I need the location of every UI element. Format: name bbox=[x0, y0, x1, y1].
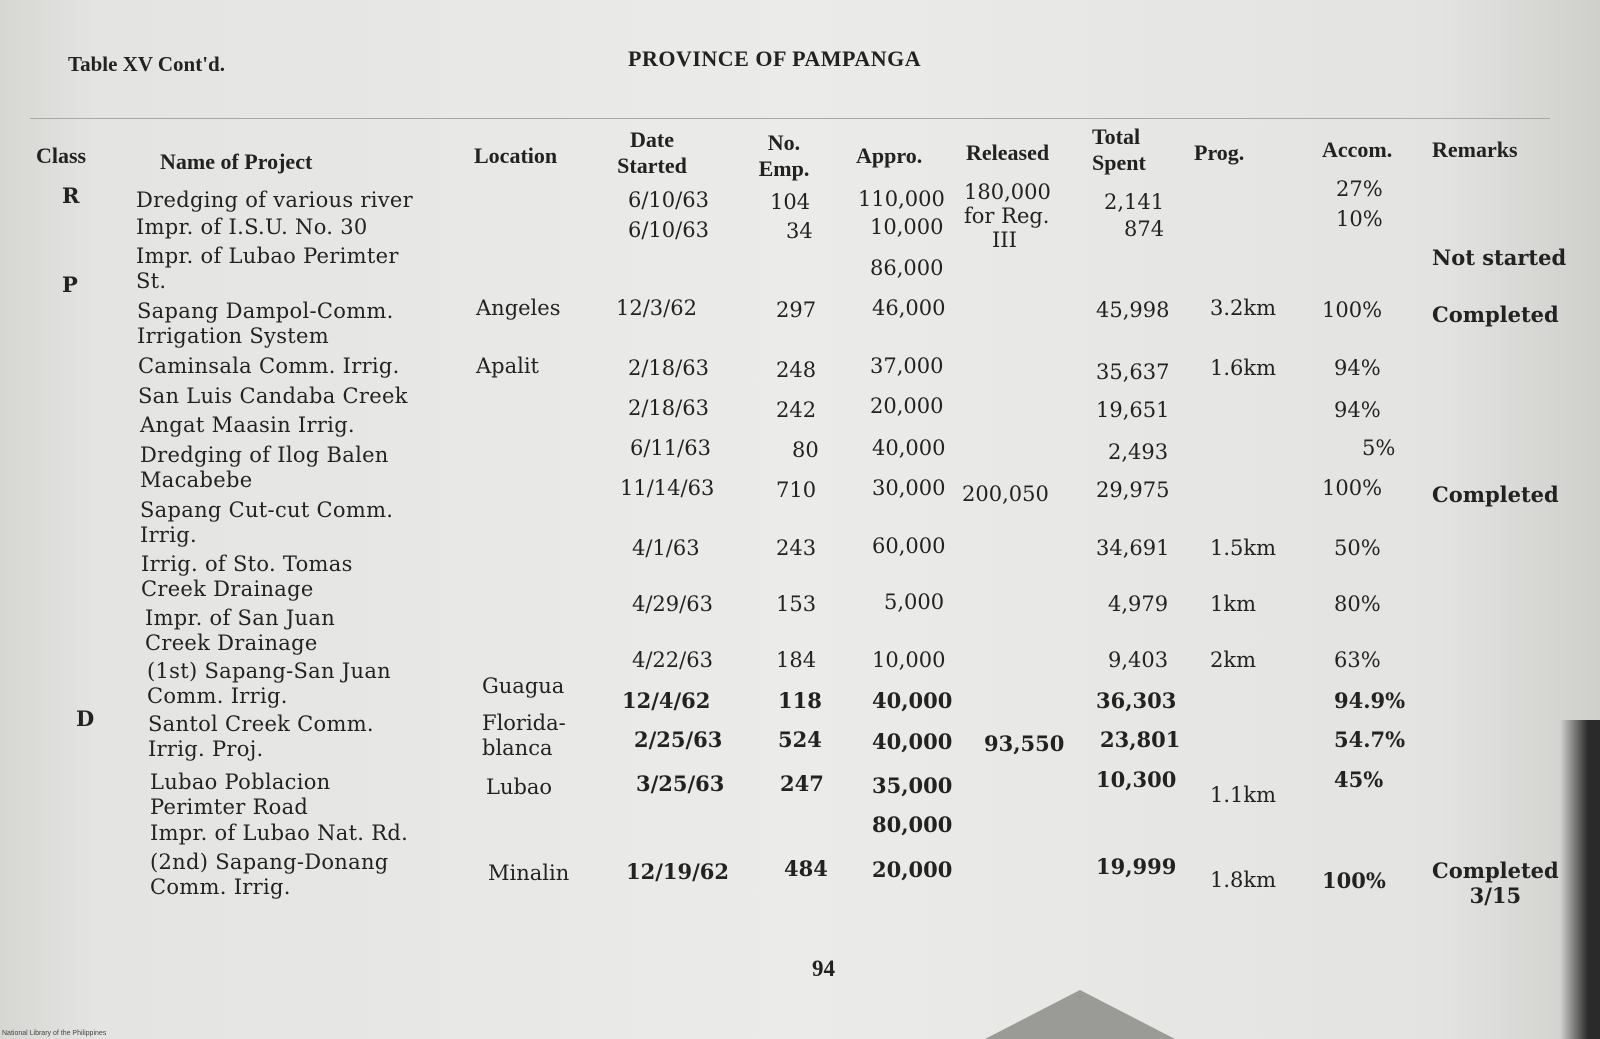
cell-project-name bbox=[140, 443, 389, 493]
class-letter-d: D bbox=[76, 706, 95, 731]
cell-project-name bbox=[147, 659, 391, 709]
project-name-line: San Luis Candaba Creek bbox=[138, 384, 408, 408]
cell-total-spent: 2,141 bbox=[1104, 190, 1165, 214]
cell-remarks: Completed bbox=[1432, 482, 1559, 507]
project-name-line: Creek Drainage bbox=[145, 631, 318, 655]
cell-remarks: Not started bbox=[1432, 245, 1567, 270]
cell-total-spent: 9,403 bbox=[1108, 648, 1169, 672]
col-header-remarks: Remarks bbox=[1432, 137, 1518, 162]
project-name-line: Macabebe bbox=[140, 468, 253, 492]
cell-accom: 63% bbox=[1334, 648, 1381, 672]
cell-project-name bbox=[136, 188, 413, 213]
cell-prog: 3.2km bbox=[1210, 296, 1277, 320]
cell-date-started: 3/25/63 bbox=[636, 771, 725, 796]
cell-no-emp: 34 bbox=[786, 219, 813, 243]
cell-project-name bbox=[145, 606, 335, 656]
cell-location: Minalin bbox=[488, 861, 570, 885]
cell-date-started: 6/11/63 bbox=[630, 436, 711, 460]
col-header-name: Name of Project bbox=[160, 149, 313, 174]
cell-accom: 94.9% bbox=[1334, 688, 1406, 713]
cell-accom: 50% bbox=[1334, 536, 1381, 560]
project-name-line: (2nd) Sapang-Donang bbox=[150, 850, 389, 874]
cell-total-spent: 23,801 bbox=[1100, 727, 1181, 752]
cell-accom: 27% bbox=[1336, 177, 1383, 201]
cell-project-name bbox=[140, 413, 355, 438]
cell-no-emp: 484 bbox=[784, 856, 828, 881]
cell-no-emp: 104 bbox=[770, 190, 811, 214]
cell-appro: 10,000 bbox=[872, 648, 946, 672]
cell-prog: 2km bbox=[1210, 648, 1256, 672]
cell-date-started: 2/25/63 bbox=[634, 727, 723, 752]
cell-location bbox=[482, 711, 566, 761]
cell-date-started: 2/18/63 bbox=[628, 396, 709, 420]
cell-appro: 30,000 bbox=[872, 476, 946, 500]
cell-date-started: 6/10/63 bbox=[628, 188, 709, 212]
cell-appro: 40,000 bbox=[872, 688, 953, 713]
cell-prog: 1.6km bbox=[1210, 356, 1277, 380]
released-note-line2: for Reg. bbox=[964, 204, 1050, 228]
project-name-line: Angat Maasin Irrig. bbox=[140, 413, 355, 437]
cell-accom: 10% bbox=[1336, 207, 1383, 231]
col-header-emp bbox=[744, 130, 824, 182]
cell-accom: 94% bbox=[1334, 356, 1381, 380]
project-name-line: Dredging of various river bbox=[136, 188, 413, 212]
col-header-released: Released bbox=[966, 140, 1050, 165]
cell-project-name bbox=[150, 850, 389, 900]
cell-released: 200,050 bbox=[962, 482, 1049, 506]
cell-remarks bbox=[1432, 858, 1559, 908]
cell-appro: 40,000 bbox=[872, 729, 953, 754]
cell-appro: 35,000 bbox=[872, 773, 953, 798]
cell-date-started: 6/10/63 bbox=[628, 218, 709, 242]
cell-no-emp: 524 bbox=[778, 727, 822, 752]
col-header-location: Location bbox=[474, 143, 558, 168]
cell-total-spent: 2,493 bbox=[1108, 440, 1169, 464]
page-number: 94 bbox=[812, 956, 835, 981]
cell-project-name bbox=[137, 299, 394, 349]
col-header-emp-line1: No. bbox=[767, 130, 801, 155]
project-name-line: Impr. of I.S.U. No. 30 bbox=[136, 215, 368, 239]
cell-project-name bbox=[140, 498, 393, 548]
cell-accom: 94% bbox=[1334, 398, 1381, 422]
project-name-line: St. bbox=[136, 269, 167, 293]
released-note-line3: III bbox=[992, 228, 1017, 252]
cell-prog: 1.1km bbox=[1210, 783, 1277, 807]
cell-no-emp: 248 bbox=[776, 358, 817, 382]
cell-appro: 60,000 bbox=[872, 534, 946, 558]
cell-project-name bbox=[141, 552, 353, 602]
cell-total-spent: 36,303 bbox=[1096, 688, 1177, 713]
cell-location: Apalit bbox=[476, 354, 539, 378]
cell-no-emp: 80 bbox=[792, 438, 819, 462]
cell-appro: 80,000 bbox=[872, 812, 953, 837]
project-name-line: Impr. of Lubao Perimter bbox=[136, 244, 399, 268]
project-name-line: (1st) Sapang-San Juan bbox=[147, 659, 391, 683]
project-name-line: Irrig. of Sto. Tomas bbox=[141, 552, 353, 576]
col-header-spent-line1: Total bbox=[1092, 124, 1141, 149]
class-letter-r: R bbox=[62, 183, 80, 208]
project-name-line: Creek Drainage bbox=[141, 577, 314, 601]
cell-no-emp: 243 bbox=[776, 536, 817, 560]
cell-date-started: 12/19/62 bbox=[626, 859, 730, 884]
cell-prog: 1.5km bbox=[1210, 536, 1277, 560]
released-note-line1: 180,000 bbox=[964, 180, 1051, 204]
cell-appro: 86,000 bbox=[870, 256, 944, 280]
project-name-line: Lubao Poblacion bbox=[150, 770, 331, 794]
book-spine-shadow bbox=[1560, 720, 1600, 1039]
cell-accom: 100% bbox=[1322, 476, 1383, 500]
cell-location: Angeles bbox=[476, 296, 561, 320]
cell-total-spent: 34,691 bbox=[1096, 536, 1170, 560]
top-rule bbox=[30, 118, 1550, 119]
project-name-line: Comm. Irrig. bbox=[147, 684, 288, 708]
cell-project-name bbox=[148, 712, 374, 762]
col-header-appro: Appro. bbox=[856, 143, 923, 168]
cell-accom: 54.7% bbox=[1334, 727, 1406, 752]
cell-accom: 45% bbox=[1334, 767, 1384, 792]
cell-project-name bbox=[136, 215, 368, 240]
cell-no-emp: 184 bbox=[776, 648, 817, 672]
cell-no-emp: 247 bbox=[780, 771, 824, 796]
cell-total-spent: 35,637 bbox=[1096, 360, 1170, 384]
cell-no-emp: 710 bbox=[776, 478, 817, 502]
cell-date-started: 11/14/63 bbox=[620, 476, 715, 500]
cell-appro: 110,000 bbox=[858, 187, 945, 211]
cell-total-spent: 874 bbox=[1124, 217, 1165, 241]
project-name-line: Caminsala Comm. Irrig. bbox=[138, 354, 400, 378]
cell-appro: 5,000 bbox=[884, 590, 945, 614]
library-footer-note: National Library of the Philippines bbox=[2, 1030, 107, 1037]
cell-appro: 20,000 bbox=[870, 394, 944, 418]
cell-total-spent: 10,300 bbox=[1096, 767, 1177, 792]
cell-project-name bbox=[150, 770, 331, 820]
remarks-line: 3/15 bbox=[1469, 883, 1522, 908]
col-header-prog: Prog. bbox=[1194, 140, 1245, 165]
province-title: PROVINCE OF PAMPANGA bbox=[628, 46, 922, 71]
location-line: Florida- bbox=[482, 711, 566, 735]
cell-appro: 46,000 bbox=[872, 296, 946, 320]
col-header-date-line2: Started bbox=[617, 153, 687, 178]
col-header-spent bbox=[1092, 124, 1146, 176]
cell-no-emp: 153 bbox=[776, 592, 817, 616]
cell-no-emp: 297 bbox=[776, 298, 817, 322]
cell-project-name bbox=[138, 354, 400, 379]
col-header-emp-line2: Emp. bbox=[758, 156, 810, 181]
cell-released: 93,550 bbox=[984, 731, 1065, 756]
project-name-line: Comm. Irrig. bbox=[150, 875, 291, 899]
cell-accom: 5% bbox=[1362, 436, 1396, 460]
col-header-date bbox=[602, 127, 702, 179]
cell-total-spent: 4,979 bbox=[1108, 592, 1169, 616]
project-name-line: Santol Creek Comm. bbox=[148, 712, 374, 736]
project-name-line: Impr. of Lubao Nat. Rd. bbox=[150, 821, 409, 845]
table-label: Table XV Cont'd. bbox=[68, 52, 225, 76]
cell-date-started: 4/1/63 bbox=[632, 536, 700, 560]
project-name-line: Sapang Dampol-Comm. bbox=[137, 299, 394, 323]
cell-date-started: 12/3/62 bbox=[616, 296, 697, 320]
col-header-class: Class bbox=[36, 143, 87, 168]
cell-total-spent: 19,651 bbox=[1096, 398, 1170, 422]
project-name-line: Dredging of Ilog Balen bbox=[140, 443, 389, 467]
cell-prog: 1.8km bbox=[1210, 868, 1277, 892]
class-letter-p: P bbox=[62, 272, 78, 297]
cell-appro: 40,000 bbox=[872, 436, 946, 460]
released-note bbox=[964, 180, 1051, 252]
remarks-line: Completed bbox=[1432, 858, 1559, 883]
project-name-line: Irrig. bbox=[140, 523, 198, 547]
project-name-line: Irrigation System bbox=[137, 324, 329, 348]
project-name-line: Irrig. Proj. bbox=[148, 737, 264, 761]
cell-appro: 10,000 bbox=[870, 215, 944, 239]
cell-location: Guagua bbox=[482, 674, 565, 698]
cell-appro: 37,000 bbox=[870, 354, 944, 378]
project-name-line: Perimter Road bbox=[150, 795, 309, 819]
cell-date-started: 4/22/63 bbox=[632, 648, 713, 672]
cell-date-started: 12/4/62 bbox=[622, 688, 711, 713]
location-line: blanca bbox=[482, 736, 553, 760]
cell-accom: 100% bbox=[1322, 868, 1386, 893]
cell-no-emp: 118 bbox=[778, 688, 822, 713]
cell-appro: 20,000 bbox=[872, 857, 953, 882]
col-header-date-line1: Date bbox=[630, 127, 674, 152]
cell-no-emp: 242 bbox=[776, 398, 817, 422]
cell-date-started: 4/29/63 bbox=[632, 592, 713, 616]
cell-location: Lubao bbox=[486, 775, 553, 799]
cell-date-started: 2/18/63 bbox=[628, 356, 709, 380]
col-header-spent-line2: Spent bbox=[1092, 150, 1146, 175]
col-header-accom: Accom. bbox=[1322, 137, 1393, 162]
page-fold-shadow bbox=[985, 990, 1175, 1039]
cell-project-name bbox=[138, 384, 408, 409]
cell-total-spent: 45,998 bbox=[1096, 298, 1170, 322]
cell-project-name bbox=[150, 821, 408, 846]
cell-accom: 100% bbox=[1322, 298, 1383, 322]
cell-accom: 80% bbox=[1334, 592, 1381, 616]
cell-total-spent: 19,999 bbox=[1096, 854, 1177, 879]
cell-prog: 1km bbox=[1210, 592, 1256, 616]
cell-total-spent: 29,975 bbox=[1096, 478, 1170, 502]
project-name-line: Sapang Cut-cut Comm. bbox=[140, 498, 394, 522]
project-name-line: Impr. of San Juan bbox=[145, 606, 336, 630]
cell-project-name bbox=[136, 244, 399, 294]
cell-remarks: Completed bbox=[1432, 302, 1559, 327]
